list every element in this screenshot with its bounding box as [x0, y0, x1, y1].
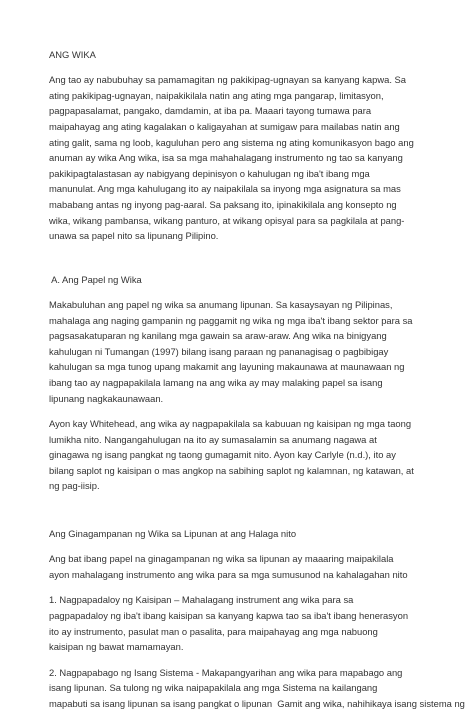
text-line: ng pag-iisip. — [49, 480, 100, 492]
section-b-heading: Ang Ginagampanan ng Wika sa Lipunan at ang Halaga nito — [49, 528, 297, 540]
text-line: ayon mahalagang instrumento ang wika para sa mga sumusunod na kahalagahan nito — [49, 568, 408, 580]
text-line: kahulugan ni Tumangan (1997) bilang isang paraan ng pananagisag o pagbibigay — [49, 345, 389, 357]
text-line: kahulugan sa mga tunog upang makamit ang layuning makaunawa at maunawaan ng — [49, 361, 405, 373]
text-line: pagpapadaloy ng iba't ibang kaisipan sa kanyang kapwa tao sa iba't ibang henerasyon — [49, 610, 409, 622]
text-line: lumikha nito. Nangangahulugan na ito ay sumasalamin sa anumang nagawa at — [49, 433, 377, 445]
text-line: ginagawa ng isang pangkat ng taong gumagamit nito. Ayon kay Carlyle (n.d.), ito ay — [49, 449, 396, 461]
list-item-1 — [49, 592, 445, 654]
text-line: ibang tao ay nagpapakilala lamang na ang wika ay may malaking papel sa isang — [49, 376, 383, 388]
text-line: mababang antas ng inyong pag-aaral. Sa paksang ito, ipinakikilala ang konsepto ng — [49, 198, 397, 210]
text-line: pagsasakatuparan ng kanilang mga gawain sa araw-araw. Ang wika na binigyang — [49, 330, 387, 342]
text-line: Ang tao ay nabubuhay sa pamamagitan ng pakikipag-ugnayan sa kanyang kapwa. Sa — [49, 74, 407, 86]
text-line: wika, wikang pambansa, wikang panturo, at wikang opisyal para sa pagkilala at pang- — [49, 214, 405, 226]
section-a-heading: A. Ang Papel ng Wika — [49, 273, 142, 285]
text-line: ito ay instrumento, pasulat man o pasalita, para maipahayag ang mga nabuong — [49, 625, 378, 637]
section-a-paragraph-2 — [49, 416, 445, 494]
intro-paragraph — [49, 72, 445, 244]
text-line: lipunang nagkakaunawaan. — [49, 392, 164, 404]
document-page — [49, 48, 465, 712]
text-line: Ayon kay Whitehead, ang wika ay nagpapakilala sa kabuuan ng kaisipan ng mga taong — [49, 418, 412, 430]
section-a-paragraph-1 — [49, 297, 445, 406]
text-line: pakikipagtalastasan ay nabigyang depinisyon o kahulugan ng iba't ibang mga — [49, 167, 370, 179]
document-title: ANG WIKA — [49, 49, 96, 60]
text-line: bilang saplot ng kaisipan o mas angkop na sabihing saplot ng kalamnan, ng katawan, at — [49, 464, 414, 476]
text-line: anuman ay wika Ang wika, isa sa mga mahahalagang instrumento ng tao sa kanyang — [49, 152, 403, 164]
list-item-2 — [49, 665, 465, 712]
text-line: Ang bat ibang papel na ginagampanan ng wika sa lipunan ay maaaring maipakilala — [49, 553, 394, 565]
text-line: pagpapasalamat, pangako, damdamin, at iba pa. Maaari tayong tumawa para — [49, 105, 372, 117]
text-line: 2. Nagpapabago ng Isang Sistema - Makapangyarihan ang wika para mapabago ang — [49, 666, 403, 678]
text-line: unawa sa papel nito sa lipunang Pilipino. — [49, 230, 219, 242]
text-line: ating galit, sama ng loob, kaguluhan pero ang sistema ng ating komunikasyon bago ang — [49, 136, 414, 148]
text-line: 1. Nagpapadaloy ng Kaisipan – Mahalagang instrument ang wika para sa — [49, 594, 354, 606]
text-line: kaisipan ng bawat mamamayan. — [49, 641, 184, 653]
text-line: ating pakikipag-ugnayan, naipakikilala natin ang ating mga pangarap, limitasyon, — [49, 89, 384, 101]
text-line: mapabuti sa isang lipunan sa isang pangkat o lipunan Gamit ang wika, nahihikayа isang sistema ng — [49, 698, 465, 710]
text-line: maipahayag ang ating kagalakan o kaligayahan at sumigaw para mailabas natin ang — [49, 120, 400, 132]
text-line: Makabuluhan ang papel ng wika sa anumang lipunan. Sa kasaysayan ng Pilipinas, — [49, 298, 393, 310]
section-b-intro — [49, 551, 445, 582]
text-line: manunulat. Ang mga kahulugang ito ay naipakilala sa inyong mga asignatura sa mas — [49, 183, 401, 195]
text-line: mahalaga ang naging gampanin ng paggamit ng wika ng mga iba't ibang sektor para sa — [49, 314, 413, 326]
text-line: isang lipunan. Sa tulong ng wika naipapakilala ang mga Sistema na kailangang — [49, 682, 378, 694]
